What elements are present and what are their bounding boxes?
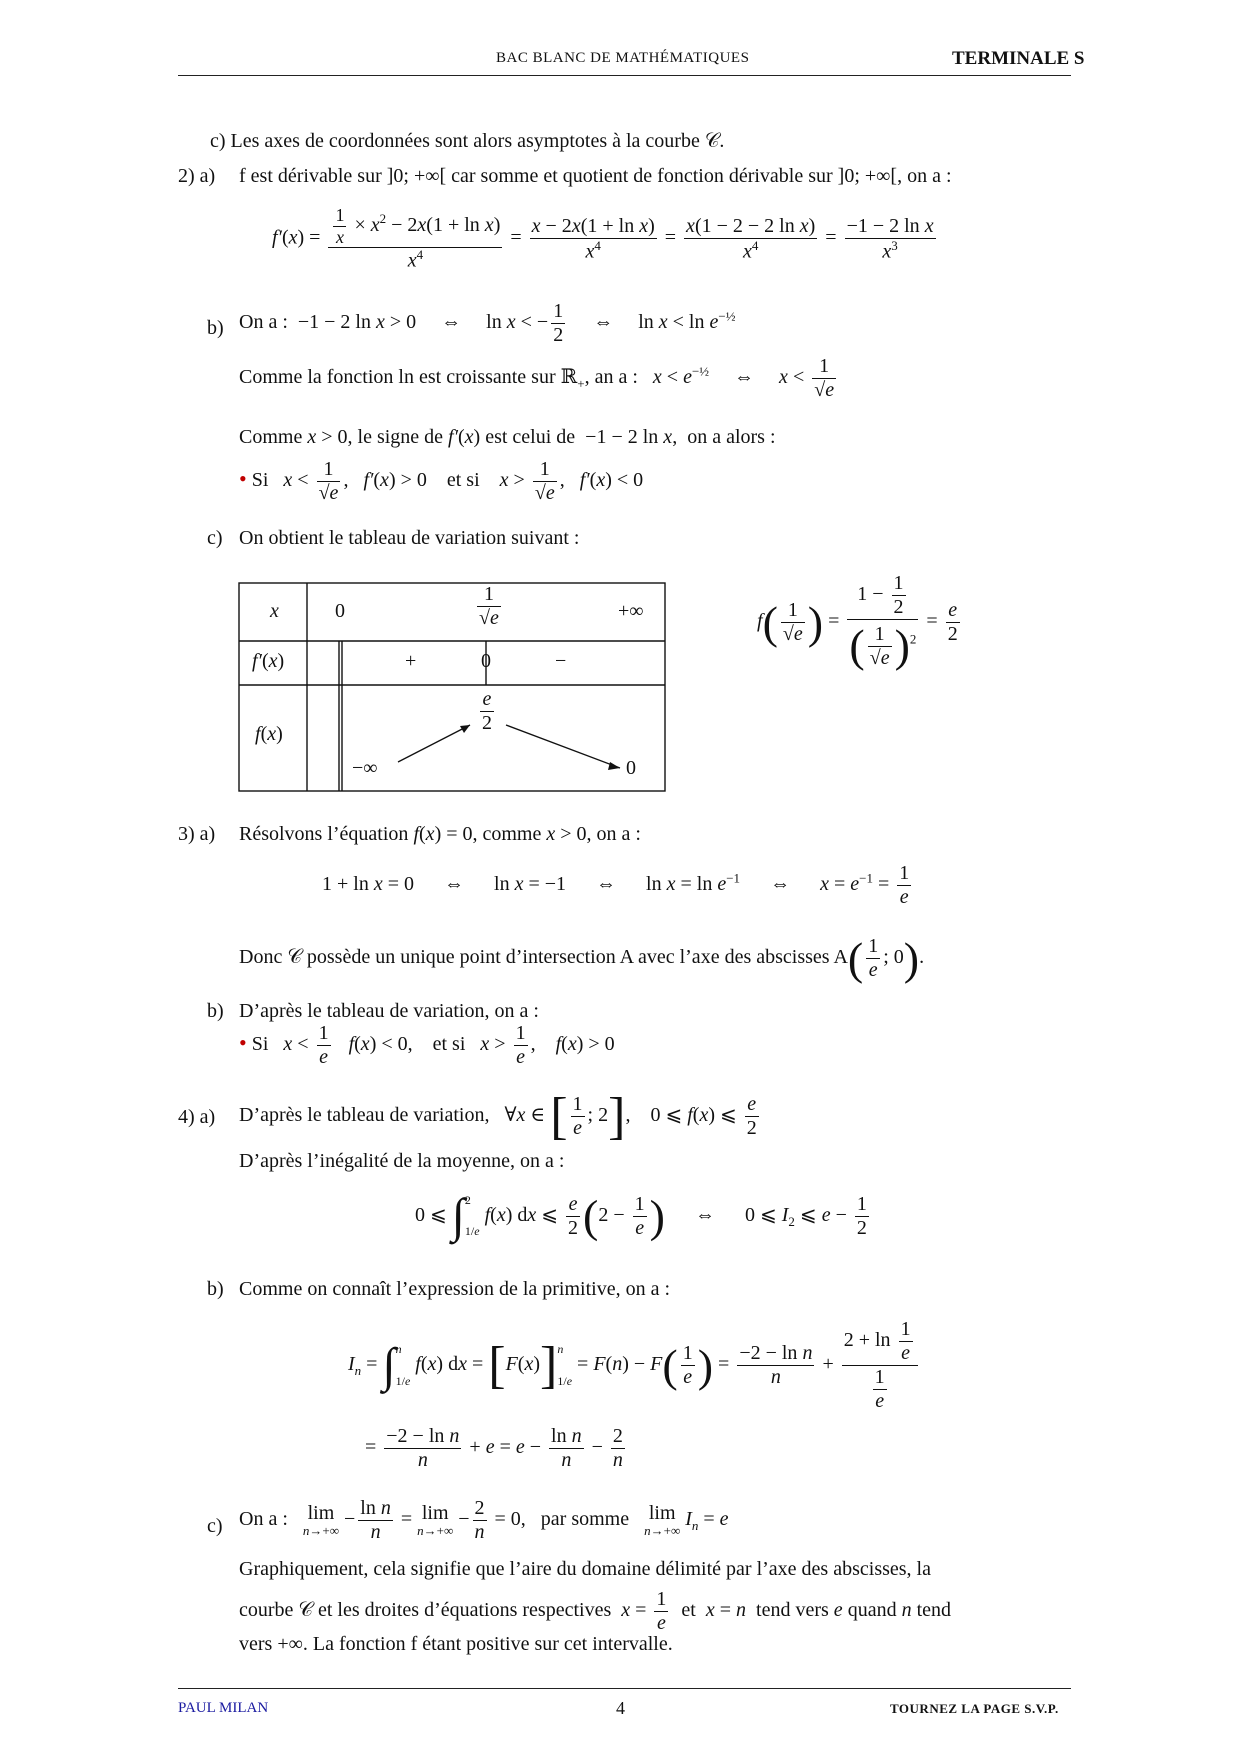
q4c-paragraph-3: vers +∞. La fonction f étant positive sur cet intervalle. [239, 1633, 673, 1655]
q3b-label: b) [207, 1000, 224, 1022]
q3a-label: 3) a) [178, 823, 216, 845]
table-fprime-plus: + [405, 650, 417, 672]
table-x-label: x [270, 600, 279, 622]
q4b-label: b) [207, 1278, 224, 1300]
table-x-start: 0 [335, 600, 345, 622]
q4c-paragraph-2: courbe 𝒞 et les droites d’équations respectives x = $\frac{1}{e}$ et x = n tend vers e quand n tend [239, 1588, 952, 1634]
q2c-text: On obtient le tableau de variation suivant : [239, 527, 580, 549]
table-f-end: 0 [626, 757, 636, 779]
q2b-label: b) [207, 317, 224, 339]
q4c-limits: On a : lim n→+∞ − $\frac{\text{ln n}}{n}$ = lim n→+∞ − $\frac{2}{n}$ = 0, par somme lim n→+∞ $I_n = e$ [239, 1497, 729, 1543]
q2c-label: c) [207, 527, 223, 549]
page-number: 4 [616, 1698, 625, 1718]
variation-table [238, 582, 668, 794]
derivative-equation: f′(x) = $\frac{1}{x}$ × $x^2 - 2x(1 + \ln x)$ $x^4$ = $\frac{\text{x − 2x(1 + ln x)}}{x^4}$ = $\frac{\text{x(1 − 2 − 2 ln x)}}{x^4}$ = $\frac{\text{−1 − 2 ln x}}{x^3}$ [272, 205, 934, 273]
primitive-equation: $I_n$ = ∫ n 1/e f(x) dx = [F(x)] n 1/e = F(n) − F( $\frac{1}{e}$ ) = $\frac{\text{−2 − ln n}}{n}$ + 2 + ln $\frac{1}{e}$ $\frac{1}{e}$ [348, 1318, 921, 1413]
q2b-bullet: • Si x < $\frac{1}{√e}$ , f′(x) > 0 et si x > $\frac{1}{√e}$ , f′(x) < 0 [239, 458, 644, 504]
q2b-line3: Comme x > 0, le signe de f′(x) est celui de −1 − 2 ln x, on a alors : [239, 426, 776, 448]
table-fprime-zero: 0 [481, 650, 491, 672]
q3a-equation: 1 + ln x = 0 ⇔ ln x = −1 ⇔ $\ln x = \ln e^{-1}$ ⇔ $x = e^{-1}$ = $\frac{1}{e}$ [322, 862, 910, 908]
table-fprime-minus: − [555, 650, 567, 672]
q3a-conclusion: Donc 𝒞 possède un unique point d’intersection A avec l’axe des abscisses A( $\frac{1}{e}$ ; 0). [239, 933, 925, 984]
q2b-line1: On a : −1 − 2 ln x > 0 ⇔ ln x < − $\frac{1}{2}$ ⇔ $\ln x < \ln e^{-\frac{1}{2}}$ [239, 300, 736, 346]
table-fprime-label: f′(x) [252, 650, 285, 672]
q4c-label: c) [207, 1515, 223, 1537]
q4a-label: 4) a) [178, 1106, 216, 1128]
table-f-max: $\frac{e}{2}$ [482, 688, 492, 734]
mean-inequality: 0 ⩽ ∫ 2 1/e f(x) dx ⩽ $\frac{e}{2}$ (2 − $\frac{1}{e}$ ) ⇔ 0 ⩽ $I_2$ ⩽ e − $\frac{1}{2}$ [415, 1189, 867, 1243]
q2a-text: f est dérivable sur ]0; +∞[ car somme et quotient de fonction dérivable sur ]0; +∞[, on a : [239, 165, 952, 187]
table-x-mid: $\frac{1}{√e}$ [479, 583, 499, 629]
table-f-start: −∞ [352, 757, 378, 779]
primitive-simplified: = $\frac{\text{−2 − ln n}}{n}$ + e = e − $\frac{\text{ln n}}{n}$ − $\frac{2}{n}$ [365, 1425, 623, 1471]
q1c-line: c) Les axes de coordonnées sont alors asymptotes à la courbe 𝒞. [210, 130, 725, 152]
q2a-label: 2) a) [178, 165, 216, 187]
footer-author: PAUL MILAN [178, 1700, 269, 1716]
f-max-computation: f( $\frac{1}{√e}$ ) = 1 − $\frac{1}{2}$ ( $\frac{1}{√e}$ )$^2$ = $\frac{e}{2}$ [757, 572, 958, 671]
footer-rule [178, 1688, 1071, 1689]
q4a-text2: D’après l’inégalité de la moyenne, on a : [239, 1150, 565, 1172]
q3b-text: D’après le tableau de variation, on a : [239, 1000, 539, 1022]
q3a-text: Résolvons l’équation f(x) = 0, comme x > 0, on a : [239, 823, 641, 845]
q4b-text: Comme on connaît l’expression de la primitive, on a : [239, 1278, 671, 1300]
table-x-end: +∞ [618, 600, 644, 622]
q4a-text: D’après le tableau de variation, ∀x ∈ [ $\frac{1}{e}$ ; 2], 0 ⩽ f(x) ⩽ $\frac{e}{2}$ [239, 1088, 757, 1145]
header-title: BAC BLANC DE MATHÉMATIQUES [496, 50, 750, 66]
q2b-line2: Comme la fonction ln est croissante sur ℝ$_+$, an a : $x < e^{-\frac{1}{2}}$ ⇔ x < $\frac{1}{√e}$ [239, 355, 835, 401]
q3b-bullet: • Si x < $\frac{1}{e}$ f(x) < 0, et si x > $\frac{1}{e}$ , f(x) > 0 [239, 1022, 615, 1068]
footer-turn-page: TOURNEZ LA PAGE S.V.P. [890, 1701, 1059, 1716]
header-class: TERMINALE S [952, 48, 1085, 69]
table-f-label: f(x) [255, 723, 283, 745]
q4c-paragraph-1: Graphiquement, cela signifie que l’aire du domaine délimité par l’axe des abscisses, la [239, 1558, 931, 1580]
header-rule [178, 75, 1071, 76]
